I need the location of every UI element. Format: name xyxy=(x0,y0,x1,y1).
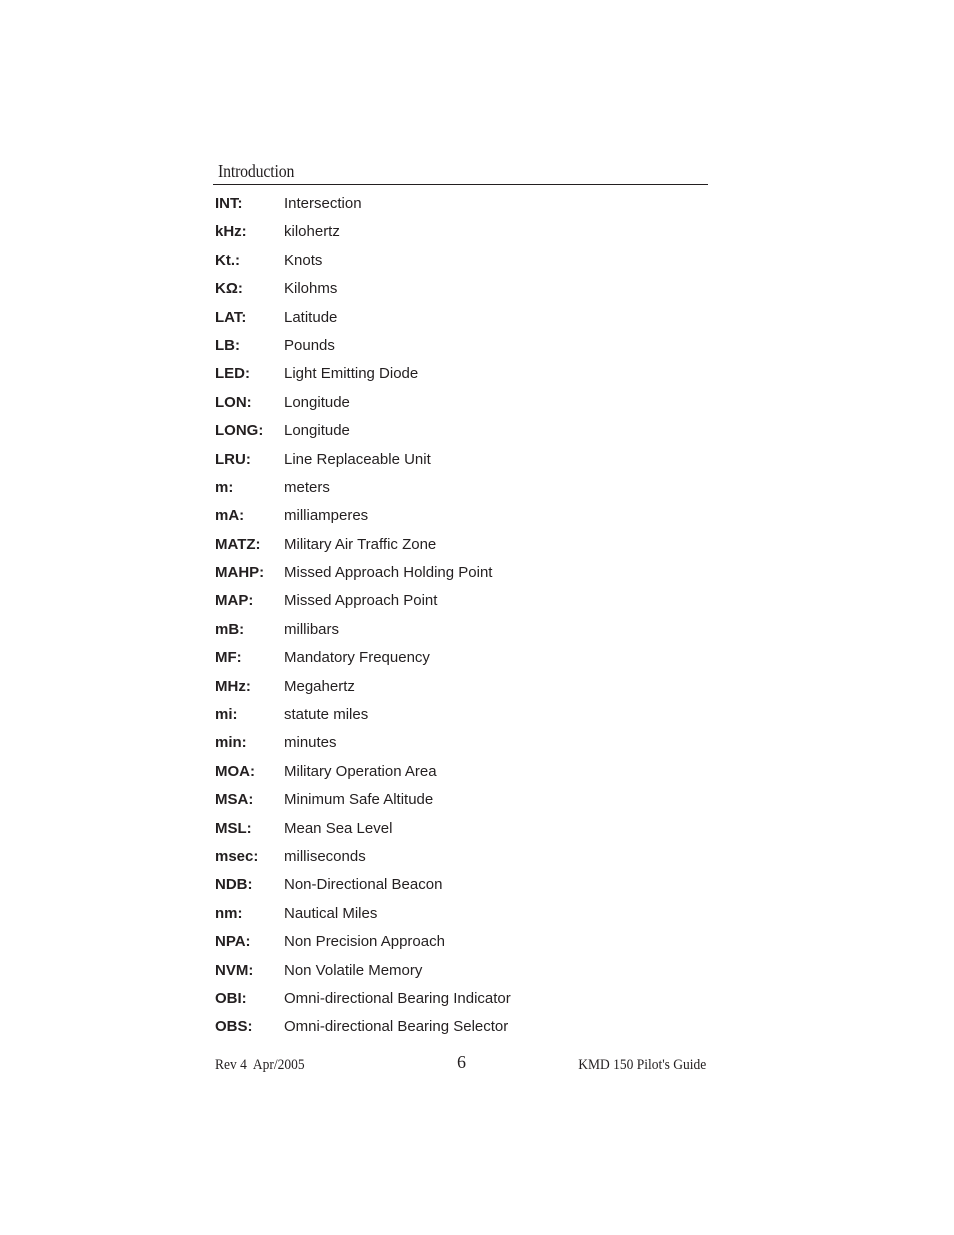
abbreviation-definition: Light Emitting Diode xyxy=(284,365,419,383)
abbreviation-entry xyxy=(215,219,708,247)
abbreviation-definition: Missed Approach Point xyxy=(284,592,438,610)
abbreviation-entry xyxy=(215,305,708,333)
abbreviation-definition: Pounds xyxy=(284,336,335,354)
abbreviation-entry xyxy=(215,532,708,560)
abbreviation-definition: statute miles xyxy=(284,706,369,724)
abbreviation-entry xyxy=(215,674,708,702)
abbreviation-term: KΩ: xyxy=(215,280,243,298)
abbreviation-definition: milliseconds xyxy=(284,847,366,865)
abbreviation-entry xyxy=(215,759,708,787)
abbreviation-term: LAT: xyxy=(215,308,247,326)
abbreviation-entry xyxy=(215,191,708,219)
abbreviation-entry xyxy=(215,588,708,616)
abbreviation-definition: Megahertz xyxy=(284,677,355,695)
abbreviation-definition: Longitude xyxy=(284,393,350,411)
abbreviation-definition: Missed Approach Holding Point xyxy=(284,564,493,582)
abbreviation-entry xyxy=(215,844,708,872)
abbreviation-definition: Knots xyxy=(284,251,323,269)
abbreviation-entry xyxy=(215,503,708,531)
footer-guide-title: KMD 150 Pilot's Guide xyxy=(577,1057,706,1073)
abbreviation-entry xyxy=(215,872,708,900)
page-number: 6 xyxy=(457,1052,466,1072)
abbreviation-entry xyxy=(215,901,708,929)
abbreviation-definition: millibars xyxy=(284,620,340,638)
abbreviation-term: LONG: xyxy=(215,422,264,440)
abbreviation-definition: Longitude xyxy=(284,422,350,440)
abbreviation-term: MHz: xyxy=(215,677,251,695)
abbreviation-entry xyxy=(215,929,708,957)
abbreviation-entry xyxy=(215,617,708,645)
abbreviation-definition: Mandatory Frequency xyxy=(284,649,430,667)
abbreviation-entry xyxy=(215,816,708,844)
abbreviation-definition: minutes xyxy=(284,734,337,752)
abbreviation-term: OBS: xyxy=(215,1018,253,1036)
abbreviation-definition: Military Air Traffic Zone xyxy=(284,535,437,553)
abbreviation-entry xyxy=(215,418,708,446)
abbreviation-entry xyxy=(215,333,708,361)
abbreviation-definition: Non Precision Approach xyxy=(284,933,445,951)
abbreviation-term: min: xyxy=(215,734,247,752)
abbreviation-definition: Intersection xyxy=(284,195,362,212)
abbreviation-definition: Kilohms xyxy=(284,280,338,298)
abbreviation-definition: Minimum Safe Altitude xyxy=(284,791,434,809)
abbreviation-term: nm: xyxy=(215,904,243,922)
abbreviation-term: kHz: xyxy=(215,223,247,241)
abbreviation-term: mA: xyxy=(215,507,245,525)
abbreviation-entry xyxy=(215,475,708,503)
abbreviation-term: NDB: xyxy=(215,876,253,894)
abbreviation-definition: Line Replaceable Unit xyxy=(284,450,431,468)
abbreviation-term: NPA: xyxy=(215,933,251,951)
abbreviation-definition: Nautical Miles xyxy=(284,904,378,922)
abbreviation-entry xyxy=(215,248,708,276)
abbreviation-term: mi: xyxy=(215,706,238,724)
abbreviation-entry xyxy=(215,787,708,815)
abbreviation-definition: milliamperes xyxy=(284,507,369,525)
footer-revision: Rev 4 Apr/2005 xyxy=(215,1057,305,1073)
abbreviation-term: mB: xyxy=(215,620,245,638)
abbreviation-entry xyxy=(215,1014,708,1042)
abbreviation-term: LRU: xyxy=(215,450,251,468)
abbreviation-entry xyxy=(215,702,708,730)
abbreviation-entry xyxy=(215,361,708,389)
abbreviation-term: NVM: xyxy=(215,961,254,979)
abbreviation-term: LON: xyxy=(215,393,252,411)
abbreviation-term: MATZ: xyxy=(215,535,261,553)
abbreviation-definition: Omni-directional Bearing Indicator xyxy=(284,989,511,1007)
abbreviation-entry xyxy=(215,958,708,986)
abbreviation-term: MAHP: xyxy=(215,564,265,582)
abbreviation-entry xyxy=(215,447,708,475)
abbreviation-definition: kilohertz xyxy=(284,223,340,241)
abbreviation-entry xyxy=(215,276,708,304)
section-header xyxy=(213,158,708,185)
abbreviation-definition: Non Volatile Memory xyxy=(284,961,423,979)
abbreviation-definition: Latitude xyxy=(284,308,338,326)
abbreviation-entry xyxy=(215,645,708,673)
abbreviation-term: LB: xyxy=(215,336,240,354)
abbreviation-term: m: xyxy=(215,478,234,496)
abbreviation-entry xyxy=(215,986,708,1014)
abbreviation-definition: Non-Directional Beacon xyxy=(284,876,443,894)
abbreviation-term: LED: xyxy=(215,365,250,383)
abbreviation-term: Kt.: xyxy=(215,251,240,269)
abbreviation-entry xyxy=(215,730,708,758)
abbreviation-entry xyxy=(215,560,708,588)
abbreviation-term: MF: xyxy=(215,649,242,667)
abbreviation-entry xyxy=(215,390,708,418)
abbreviation-list xyxy=(215,191,708,1043)
abbreviation-term: msec: xyxy=(215,847,259,865)
abbreviation-term: MSL: xyxy=(215,819,252,837)
section-title: Introduction xyxy=(218,161,295,181)
abbreviation-term: INT: xyxy=(215,195,243,212)
abbreviation-definition: Omni-directional Bearing Selector xyxy=(284,1018,509,1036)
abbreviation-term: OBI: xyxy=(215,989,247,1007)
abbreviation-term: MOA: xyxy=(215,762,255,780)
abbreviation-definition: meters xyxy=(284,478,330,496)
abbreviation-term: MAP: xyxy=(215,592,254,610)
abbreviation-definition: Military Operation Area xyxy=(284,762,437,780)
abbreviation-definition: Mean Sea Level xyxy=(284,819,393,837)
abbreviation-term: MSA: xyxy=(215,791,254,809)
